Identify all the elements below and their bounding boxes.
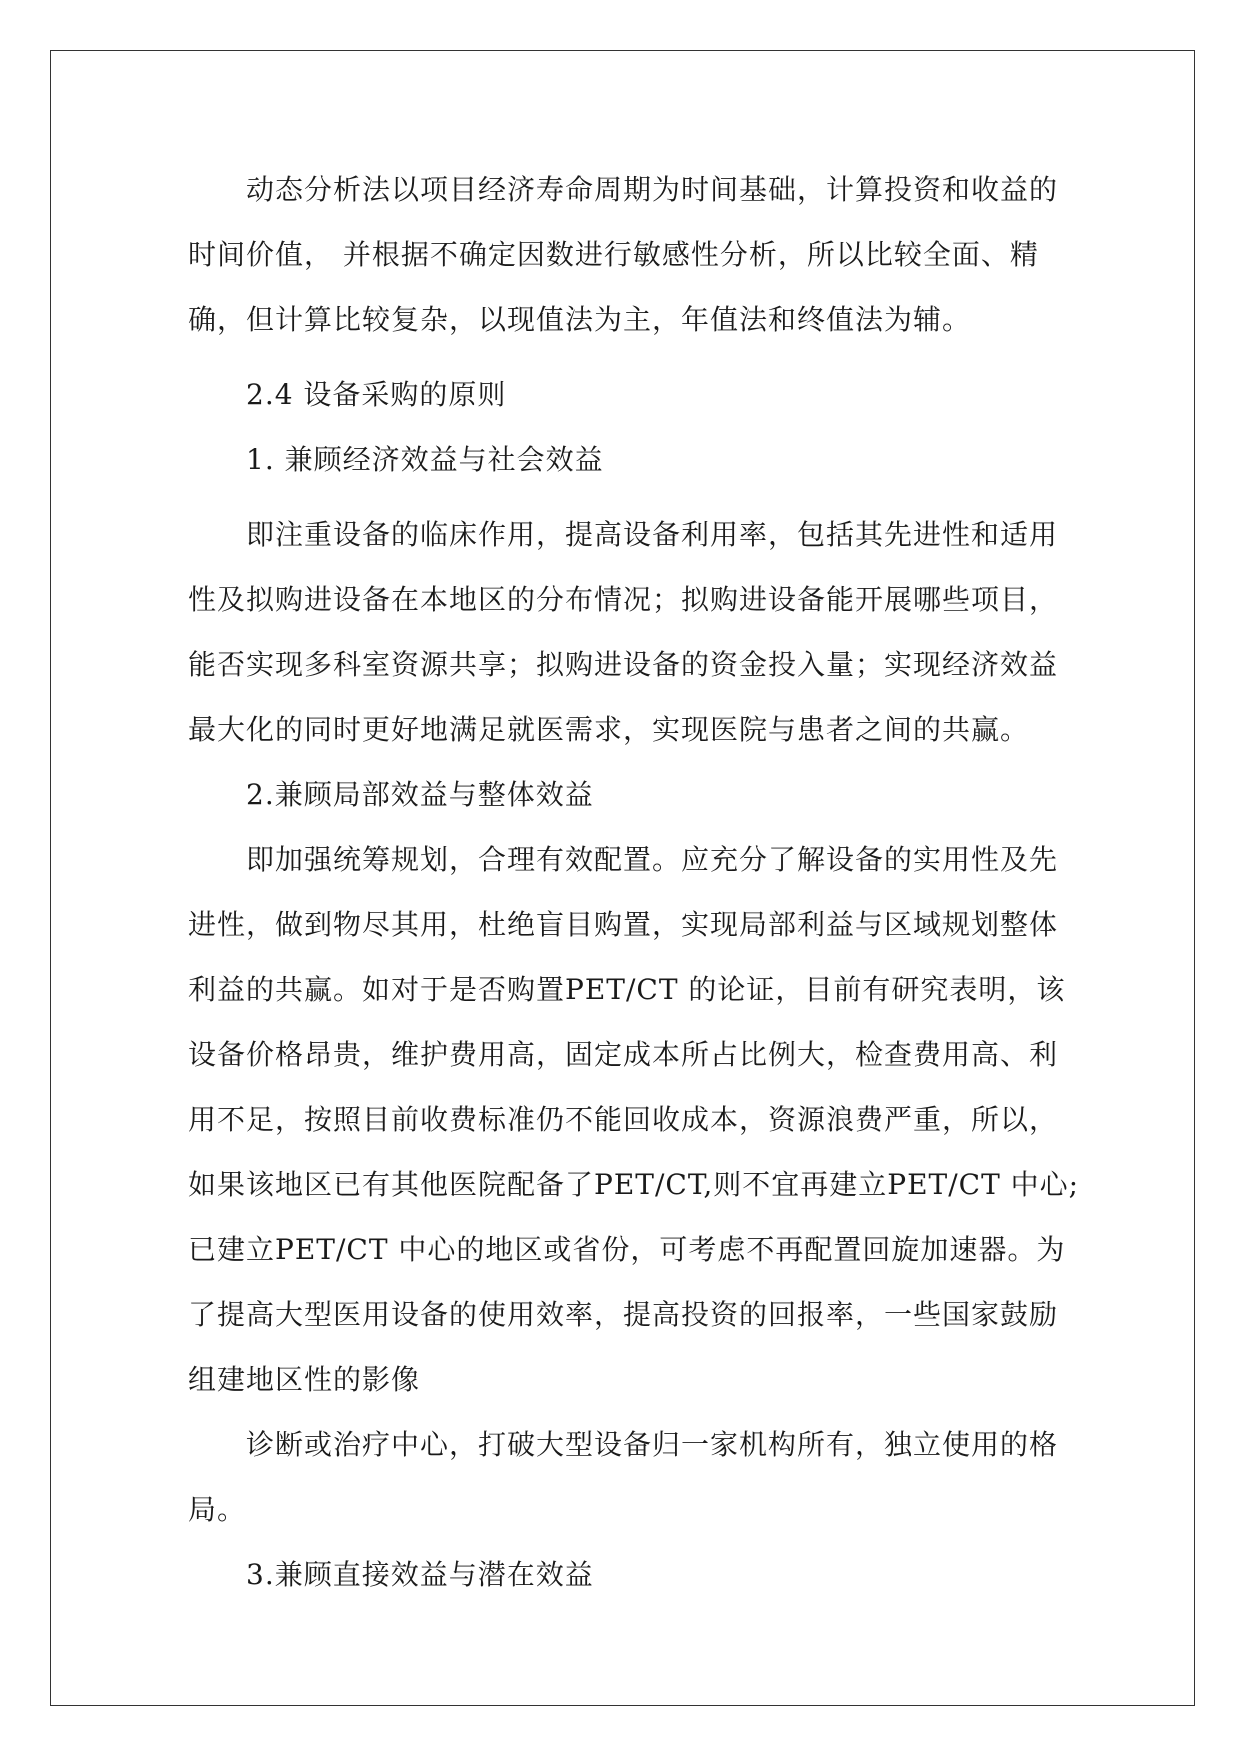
paragraph-line: 如果该地区已有其他医院配备了PET/CT,则不宜再建立PET/CT 中心; [188, 1168, 1080, 1201]
section-heading: 2.4 设备采购的原则 [246, 378, 507, 411]
subsection-heading: 3.兼顾直接效益与潜在效益 [246, 1558, 594, 1591]
paragraph-line: 动态分析法以项目经济寿命周期为时间基础，计算投资和收益的 [246, 173, 1059, 206]
subsection-heading: 1. 兼顾经济效益与社会效益 [246, 443, 604, 476]
paragraph-line: 已建立PET/CT 中心的地区或省份，可考虑不再配置回旋加速器。为 [188, 1233, 1066, 1266]
paragraph-line: 局。 [188, 1493, 247, 1526]
paragraph-line: 用不足，按照目前收费标准仍不能回收成本，资源浪费严重，所以， [188, 1103, 1059, 1136]
paragraph-line: 进性，做到物尽其用，杜绝盲目购置，实现局部利益与区域规划整体 [188, 908, 1059, 941]
paragraph-line: 能否实现多科室资源共享；拟购进设备的资金投入量；实现经济效益 [188, 648, 1059, 681]
paragraph-line: 即注重设备的临床作用，提高设备利用率，包括其先进性和适用 [246, 518, 1059, 551]
paragraph-line: 利益的共赢。如对于是否购置PET/CT 的论证，目前有研究表明，该 [188, 973, 1066, 1006]
paragraph-line: 最大化的同时更好地满足就医需求，实现医院与患者之间的共赢。 [188, 713, 1030, 746]
paragraph-line: 诊断或治疗中心，打破大型设备归一家机构所有，独立使用的格 [246, 1428, 1059, 1461]
paragraph-line: 了提高大型医用设备的使用效率，提高投资的回报率，一些国家鼓励 [188, 1298, 1059, 1331]
paragraph-line: 性及拟购进设备在本地区的分布情况；拟购进设备能开展哪些项目， [188, 583, 1059, 616]
subsection-heading: 2.兼顾局部效益与整体效益 [246, 778, 594, 811]
paragraph-line: 即加强统筹规划，合理有效配置。应充分了解设备的实用性及先 [246, 843, 1059, 876]
paragraph-line: 组建地区性的影像 [188, 1363, 421, 1396]
paragraph-line: 设备价格昂贵，维护费用高，固定成本所占比例大，检查费用高、利 [188, 1038, 1059, 1071]
paragraph-line: 时间价值， 并根据不确定因数进行敏感性分析，所以比较全面、精 [188, 238, 1039, 271]
document-body [188, 157, 1080, 1607]
paragraph-line: 确，但计算比较复杂，以现值法为主，年值法和终值法为辅。 [188, 303, 972, 336]
